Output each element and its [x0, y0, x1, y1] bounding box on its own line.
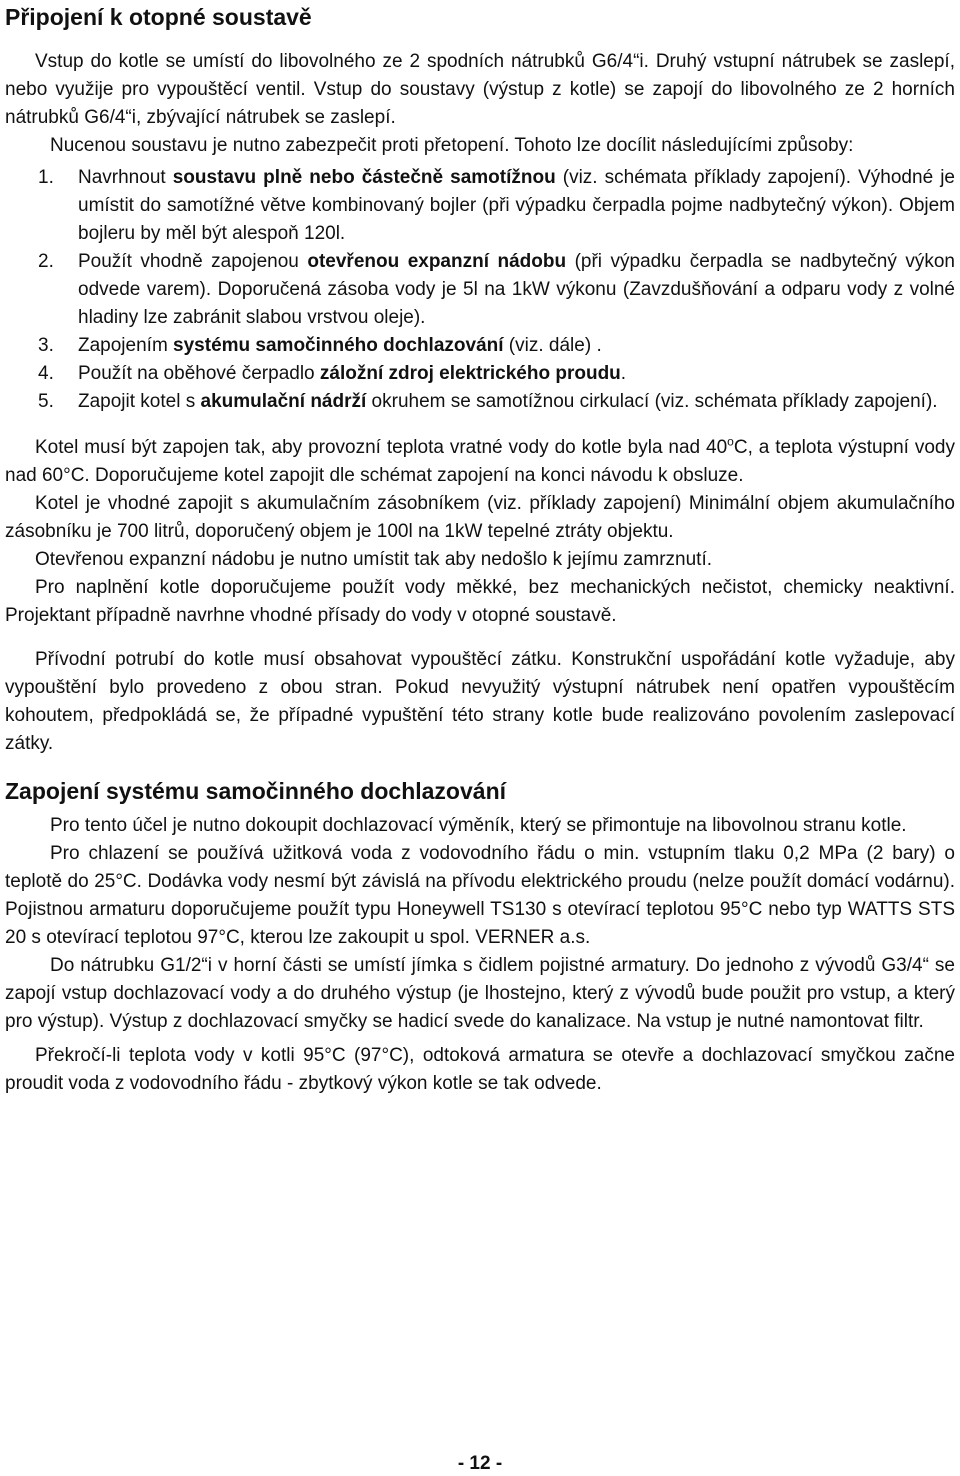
protection-methods-list — [5, 164, 955, 416]
spacer — [5, 630, 955, 646]
intro-paragraph-overheat: Nucenou soustavu je nutno zabezpečit proti přetopení. Tohoto lze docílit následujícími způsoby: — [50, 135, 854, 156]
list-item-text: (viz. schémata příklady zapojení). Výhodné je umístit do samotížné větve kombinovaný bojler (při výpadku čerpadla pojme nadbytečný výkon). Objem bojleru by měl být alespoň 120l. — [78, 167, 955, 244]
list-item-emphasis: soustavu plně nebo částečně samotížnou — [172, 167, 556, 188]
list-item-text: okruhem se samotížnou cirkulací (viz. schémata příklady zapojení). — [366, 391, 938, 412]
list-item-number: 2. — [38, 251, 54, 272]
paragraph-text: Kotel musí být zapojen tak, aby provozní teplota vratné vody do kotle byla nad 40 — [35, 437, 728, 458]
list-item-emphasis: záložní zdroj elektrického proudu — [319, 363, 621, 384]
paragraph-expansion-vessel: Otevřenou expanzní nádobu je nutno umístit tak aby nedošlo k jejímu zamrznutí. — [35, 549, 712, 570]
paragraph-cooling-water: Pro chlazení se používá užitková voda z vodovodního řádu o min. vstupním tlaku 0,2 MPa (2 bary) o teplotě do 25°C. Dodávka vody nesmí být závislá na přívodu elektrického proudu (nelze použít domácí vodárnu). Pojistnou armaturu doporučujeme použít typu Honeywell TS130 s otevírací teplotou 95°C nebo typ WATTS STS 20 s otevírací teplotou 97°C, kterou lze zakoupit u spol. VERNER a.s. — [5, 843, 955, 948]
list-item-text: Zapojením — [78, 335, 174, 356]
section-heading-connection: Připojení k otopné soustavě — [5, 4, 312, 30]
list-item-text: (viz. dále) . — [503, 335, 602, 356]
list-item-text: (při výpadku čerpadla se nadbytečný výkon odvede varem). Doporučená zásoba vody je 5l na 1kW výkonu (Zavzdušňování a odparu vody z volné hladiny lze zabránit slabou vrstvou oleje). — [78, 251, 955, 328]
section-heading-cooling: Zapojení systému samočinného dochlazování — [5, 778, 507, 804]
list-item-text: Zapojit kotel s — [78, 391, 201, 412]
list-item-number: 1. — [38, 167, 54, 188]
paragraph-return-temperature — [5, 434, 955, 490]
list-item — [5, 248, 955, 332]
list-item-text: Použít vhodně zapojenou — [78, 251, 308, 272]
list-item — [5, 164, 955, 248]
list-item-emphasis: otevřenou expanzní nádobu — [307, 251, 567, 272]
paragraph-cooling-exchanger: Pro tento účel je nutno dokoupit dochlazovací výměník, který se přimontuje na libovolnou stranu kotle. — [50, 815, 907, 836]
paragraph-water-quality: Pro naplnění kotle doporučujeme použít vody měkké, bez mechanických nečistot, chemicky neaktivní. Projektant případně navrhne vhodné přísady do vody v otopné soustavě. — [5, 577, 955, 626]
list-item-number: 3. — [38, 335, 54, 356]
list-item-number: 5. — [38, 391, 54, 412]
list-item-number: 4. — [38, 363, 54, 384]
paragraph-overtemperature: Překročí-li teplota vody v kotli 95°C (97°C), odtoková armatura se otevře a dochlazovací smyčkou začne proudit voda z vodovodního řádu - zbytkový výkon kotle se tak odvede. — [5, 1045, 955, 1094]
paragraph-accumulation-tank: Kotel je vhodné zapojit s akumulačním zásobníkem (viz. příklady zapojení) Minimální objem akumulačního zásobníku je 700 litrů, doporučený objem je 100l na 1kW tepelné ztráty objektu. — [5, 493, 955, 542]
list-item-text: Navrhnout — [78, 167, 173, 188]
list-item — [5, 360, 955, 388]
list-item — [5, 332, 955, 360]
paragraph-cooling-connection: Do nátrubku G1/2“i v horní části se umístí jímka s čidlem pojistné armatury. Do jednoho z vývodů G3/4“ se zapojí vstup dochlazovací vody a do druhého výstup (je lhostejno, který z vývodů bude použit pro vstup, a který pro výstup). Výstup z dochlazovací smyčky se hadicí svede do kanalizace. Na vstup je nutné namontovat filtr. — [5, 955, 955, 1032]
list-item-text: . — [620, 363, 627, 384]
list-item-text: Použít na oběhové čerpadlo — [78, 363, 320, 384]
paragraph-drain-plug: Přívodní potrubí do kotle musí obsahovat vypouštěcí zátku. Konstrukční uspořádání kotle vyžaduje, aby vypouštění bylo provedeno z obou stran. Pokud nevyužitý výstupní nátrubek není opatřen vypouštěcím kohoutem, předpokládá se, že případné vypuštění této strany kotle bude realizováno povolením zaslepovací zátky. — [5, 649, 955, 754]
degree-superscript: o — [727, 434, 734, 449]
list-item — [5, 388, 955, 416]
intro-paragraph-inlet: Vstup do kotle se umístí do libovolného ze 2 spodních nátrubků G6/4“i. Druhý vstupní nátrubek se zaslepí, nebo využije pro vypouštěcí ventil. Vstup do soustavy (výstup z kotle) se zapojí do libovolného ze 2 horních nátrubků G6/4“i, zbývající nátrubek se zaslepí. — [5, 51, 955, 128]
paragraph-text: C, a teplota výstupní vody nad 60°C. Doporučujeme kotel zapojit dle schémat zapojení na konci návodu k obsluze. — [5, 437, 955, 486]
page-number: - 12 - — [457, 1453, 503, 1474]
spacer — [5, 758, 955, 776]
list-item-emphasis: systému samočinného dochlazování — [173, 335, 504, 356]
list-item-emphasis: akumulační nádrží — [200, 391, 367, 412]
spacer — [5, 416, 955, 434]
